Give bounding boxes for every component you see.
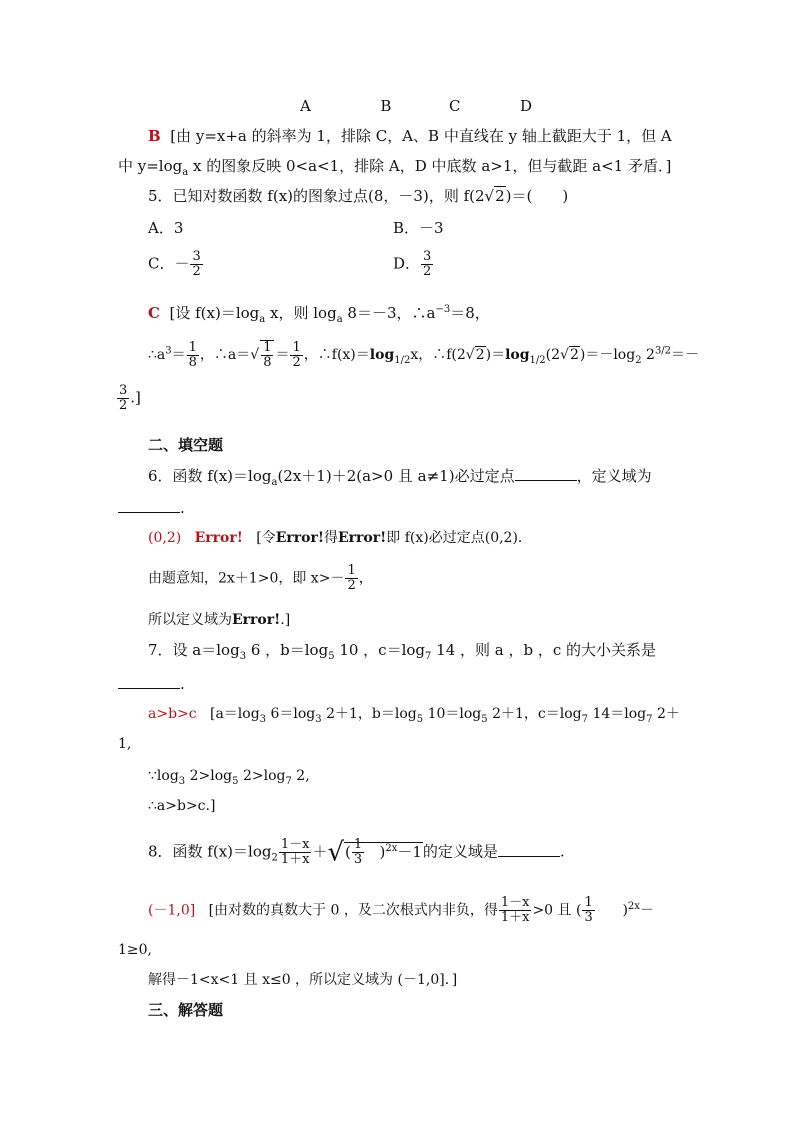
q4-answer-text: [由 y=x+a 的斜率为 1，排除 C，A、B 中直线在 y 轴上截距大于 1，但 A [170,127,672,145]
q6-blank-2 [118,498,180,513]
q7-answer-line1 [148,704,680,730]
q8-sq-frac [352,838,364,867]
q7-stem-line2 [118,674,185,694]
q5-stem: 5．已知对数函数 f(x)的图象过点(8，－3)，则 f(2√2)＝( ) [148,187,569,205]
q7-answer-line2: 1, [118,736,132,752]
q5-optd-den: 2 [423,264,432,279]
q5-optc-frac [190,250,202,279]
q4-text-b: x 的图象反映 0<a<1，排除 A，D 中底数 a>1，但与截距 a<1 矛盾．] [188,157,672,175]
q6-answer-line3 [148,610,290,630]
q6-l2a: 由题意知，2x＋1>0，即 x>－ [148,570,345,587]
q6-stem-c: ，定义域为 [576,467,652,485]
q8-answer-value: (－1,0] [148,902,196,919]
q4-answer-line2 [118,156,671,183]
q5-line3-frac [117,384,129,413]
q8-sq-rest: －1 [397,842,422,861]
q8-stem-sub: 2 [271,852,278,864]
q7-l3a: ∵log [148,768,179,784]
q6-stem [148,466,652,493]
q6-error-2: Error! [275,530,324,546]
q8-ans-frac [499,896,532,925]
q5-a1a: [设 f(x)＝log [169,304,260,322]
q5-optd-label: D． [393,254,421,273]
q5-a2b: ＝ [171,347,186,363]
label-a: A [300,97,311,115]
q5-optd-num: 3 [423,249,432,264]
q5-a2e: ，∴f(x)＝ [303,347,370,363]
q6-frac [345,564,357,593]
q5-frac2-den: 8 [263,355,272,370]
q5-line3-end: .] [130,388,141,407]
q5-answer-line2: $\therefore a^3=$ $\frac{1}{8}$ ，∴a＝√ $\frac{1}{8}$ ＝ $\frac{1}{2}$ ，$\therefore f(x)=\log_{1/2}x$，$\therefore f(2√2)=\log_{1/2}(2√2)=-\log_2$ $2^{3/2}=-$ [148,339,700,370]
q5-log1-sub: 1/2 [394,354,411,366]
q5-a2a: ∴a [148,347,166,363]
q7-l3s3: 7 [285,775,292,787]
q5-a1sup: −3 [435,304,451,315]
q6-stem-a: 6．函数 f(x)＝log [148,467,272,485]
q5-stem-a: 5．已知对数函数 f(x)的图象过点(8，－3)，则 f(2 [148,187,485,205]
q5-optd-frac [421,250,433,279]
q5-stem-b: )＝( ) [505,187,569,205]
q8-sq-num: 1 [353,837,363,852]
q5-log1: log [369,347,395,363]
q5-optc-num: 3 [192,249,201,264]
option-labels-row [300,96,532,116]
q8-ans-exp: 2x [627,900,640,912]
q7-as4: 5 [481,713,488,725]
q6-error-1: Error! [194,530,243,546]
q4-sub: a [182,167,189,178]
q5-optc-label: C．－ [148,254,190,273]
q7-ac: 6＝log [266,706,316,722]
q5-option-d [393,250,434,279]
q5-log2: log [505,347,530,363]
q8-sq-exp: 2x [385,842,398,854]
q8-answer-line2: 1≥0, [118,942,152,958]
q5-a2c: ，∴a＝ [199,347,251,363]
q4-text-a: 中 y=log [118,157,183,175]
q7-af: 2＋1，c＝log [487,706,582,722]
q7-sub1: 3 [239,651,247,662]
q7-t1: 6 ，b＝log [246,641,329,659]
q7-blank [118,674,180,689]
q6-l3b: .] [280,612,291,628]
q6-stem-line2 [118,498,185,518]
q7-l3b: 2>log [185,768,233,784]
q6-answer-line2 [148,564,373,593]
q5-a2i: )＝－log [579,347,636,363]
q5-answer-line3 [116,384,141,413]
q5-a2sqrt2: 2 [569,347,579,363]
q8-stem-end: . [559,842,565,861]
q5-line3-num: 3 [119,383,128,398]
q4-answer-letter: B [148,127,161,145]
q6-ans-b: [令 [256,530,276,546]
q7-s-a: 7．设 a＝log [148,641,240,659]
q5-answer-line1 [148,300,490,330]
q7-answer-line4: ∴a>b>c.] [148,798,216,814]
q7-as3: 5 [416,713,424,725]
q8-stem [148,838,565,869]
q8-stem-b: 的定义域是 [422,842,498,861]
q5-a2d: ＝ [275,347,290,363]
q6-error-3: Error! [337,530,387,546]
q7-answer-value: a>b>c [148,706,197,722]
q7-stem-end: . [180,675,185,693]
q7-ag: 14＝log [588,706,647,722]
label-c: C [449,97,461,115]
q5-a2sqrt: 2 [475,347,485,363]
q7-answer-line3 [148,766,310,792]
q6-stem-sub: a [271,477,278,488]
q6-l2b: ， [358,570,373,587]
q6-frac-num: 1 [347,563,356,578]
q6-blank-1 [515,466,577,481]
q7-l3s1: 3 [178,775,186,787]
q8-stem-a: 8．函数 f(x)＝log [148,842,272,861]
q5-option-b: B．－3 [393,219,444,237]
q7-l3d: 2, [291,768,310,784]
section-fill-blank-heading: 二、填空题 [148,436,224,454]
q7-as2: 3 [315,713,322,725]
q8-ac: >0 且 [532,902,572,919]
q7-l3c: 2>log [238,768,286,784]
q5-a2g: )＝ [485,347,506,363]
q7-ab: [a＝log [209,706,260,722]
q6-stem-end: . [180,499,185,517]
q5-frac3-num: 1 [292,339,301,355]
q5-frac1-den: 8 [188,354,197,370]
q7-as1: 3 [259,713,267,725]
q7-t3: 14 ，则 a ，b ，c 的大小关系是 [431,641,657,659]
q7-sub3: 7 [425,651,432,662]
q7-as6: 7 [646,713,653,725]
q5-optc-den: 2 [192,264,201,279]
q8-sq-den: 3 [353,852,363,867]
q5-frac2 [260,340,274,370]
q8-ans-frac2 [582,896,594,925]
q5-a2f: x，∴f(2 [410,347,466,363]
q7-sub2: 5 [328,651,335,662]
q7-l3s2: 5 [232,775,239,787]
q5-a2h: (2 [545,347,561,363]
q8-sqrt-sign: √ [327,837,345,868]
q5-log2-sub: 1/2 [529,354,546,366]
q5-frac3 [290,341,302,370]
q5-a1b: x，则 log [265,304,337,322]
q5-a2sup: 3 [165,345,172,357]
q5-a1sub2: a [336,314,343,325]
q7-as5: 7 [581,713,589,725]
q7-ad: 2＋1，b＝log [321,706,417,722]
q5-option-a: A．3 [148,219,184,237]
q8-blank [498,842,560,857]
q8-ans-den2: 3 [584,910,593,925]
q5-frac3-den: 2 [292,354,301,370]
q8-sqrt-body: ( $\frac{1}{3}$ )$^{2x}$－1 [345,837,422,867]
q6-stem-b: (2x＋1)＋2(a>0 且 a≠1)必过定点 [277,467,515,485]
q5-a2j: 2 [641,347,655,363]
q8-ans-num2: 1 [584,895,593,910]
q5-a1c: 8＝－3，∴a [342,304,436,322]
q5-a1sub: a [259,314,266,325]
q8-answer-line3: 解得－1<x<1 且 x≤0 ，所以定义域为 (－1,0]．] [148,972,458,988]
q8-ad: － [639,902,654,919]
q6-ans-c: 得 [323,530,338,546]
q6-l3a: 所以定义域为 [148,612,232,628]
q5-answer-letter: C [148,304,160,322]
q6-error-4: Error! [232,612,281,628]
q8-ans-den: 1＋x [500,910,530,925]
q5-stem-sqrt: 2 [495,187,505,205]
q8-frac-num: 1－x [280,837,310,852]
q7-ah: 2＋ [652,706,680,722]
q8-plus: ＋ [312,842,328,861]
q6-answer-value: (0,2) [148,530,182,546]
q5-a2sub3: 2 [635,354,642,366]
label-d: D [520,97,533,115]
q4-answer-line1 [148,126,672,146]
section-answer-heading: 三、解答题 [148,1001,224,1019]
q5-frac1 [187,341,199,370]
q5-frac2-num: 1 [263,340,272,355]
q7-ae: 10＝log [423,706,482,722]
q6-ans-d: 即 f(x)必过定点(0,2)． [386,530,532,546]
q8-ab: [由对数的真数大于 0 ，及二次根式内非负，得 [208,902,498,919]
q7-t2: 10 ，c＝log [334,641,426,659]
q5-frac1-num: 1 [188,339,197,355]
q6-answer-line1 [148,528,532,548]
label-b: B [380,97,392,115]
q8-ans-num: 1－x [500,895,530,910]
q7-stem [148,640,656,667]
q8-frac [279,838,312,867]
q5-a1d: ＝8， [450,304,490,322]
q5-line3-den: 2 [119,398,128,413]
q8-frac-den: 1＋x [280,852,310,867]
q8-answer-line1: (－1,0] [由对数的真数大于 0 ，及二次根式内非负，得 $\frac{1-x}{1+x}$ >0 且 ( $\frac{1}{3}$ )$^{2x}$－ [148,895,654,925]
q5-a2sup2: 3/2 [654,345,672,357]
q5-option-c [148,250,204,279]
q6-frac-den: 2 [347,578,356,593]
q5-a2k: ＝－ [671,347,700,363]
